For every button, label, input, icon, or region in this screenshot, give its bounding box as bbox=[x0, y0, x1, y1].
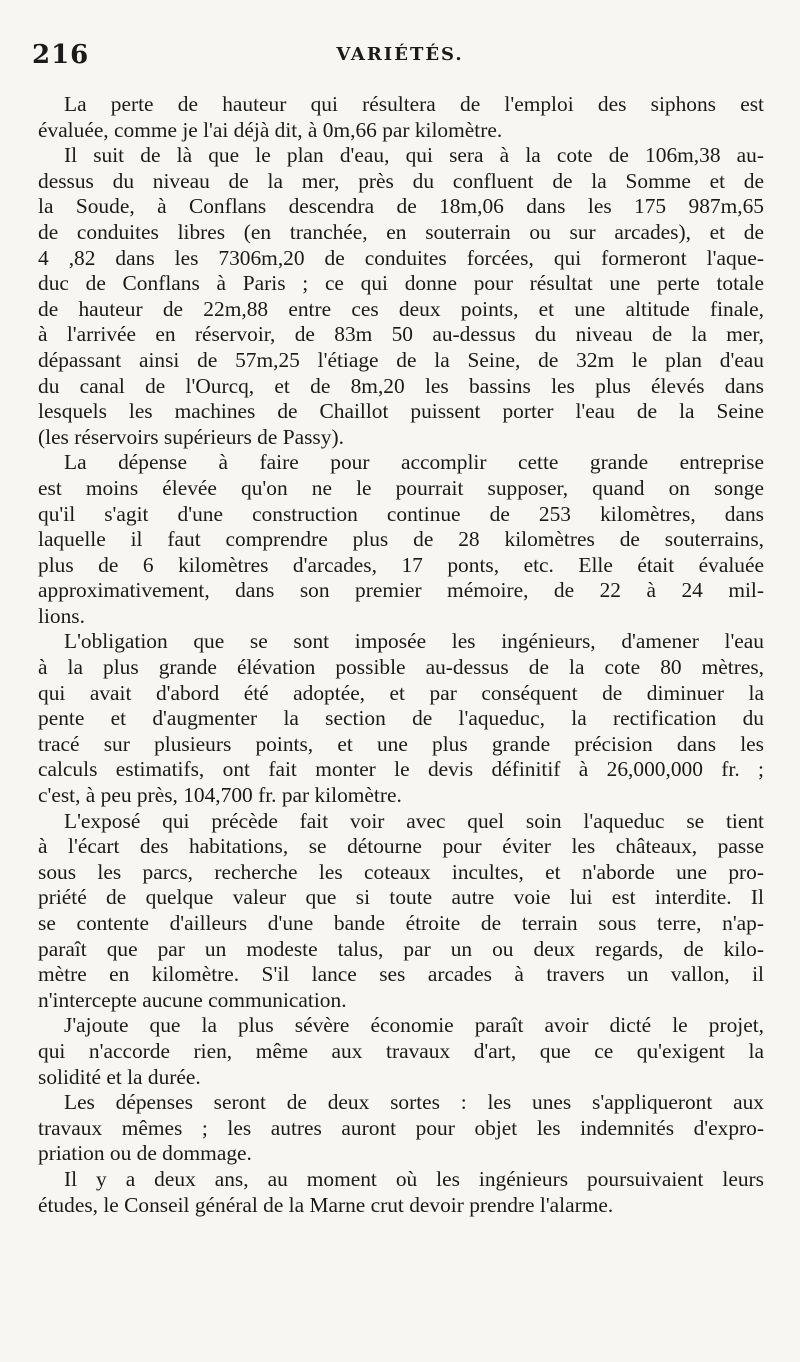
text-line: dépassant ainsi de 57m,25 l'étiage de la Seine, de 32m le plan d'eau bbox=[38, 347, 764, 372]
text-line: priété de quelque valeur que si toute autre voie lui est interdite. Il bbox=[38, 885, 764, 910]
text-line: sous les parcs, recherche les coteaux incultes, et n'aborde une pro- bbox=[38, 859, 764, 884]
text-line: à l'écart des habitations, se détourne pour éviter les châteaux, passe bbox=[38, 834, 764, 859]
text-line: tracé sur plusieurs points, et une plus grande précision dans les bbox=[38, 731, 764, 756]
text-line: L'obligation que se sont imposée les ingénieurs, d'amener l'eau bbox=[64, 629, 764, 654]
text-line: La perte de hauteur qui résultera de l'emploi des siphons est bbox=[64, 92, 764, 116]
text-line: approximativement, dans son premier mémoire, de 22 à 24 mil- bbox=[38, 578, 764, 603]
text-line: est moins élevée qu'on ne le pourrait supposer, quand on songe bbox=[38, 475, 764, 500]
text-line: (les réservoirs supérieurs de Passy). bbox=[38, 424, 344, 449]
text-line: plus de 6 kilomètres d'arcades, 17 ponts, etc. Elle était évaluée bbox=[38, 552, 764, 577]
text-line: qu'il s'agit d'une construction continue de 253 kilomètres, dans bbox=[38, 501, 764, 526]
text-line: Il suit de là que le plan d'eau, qui sera à la cote de 106m,38 au- bbox=[64, 143, 764, 168]
text-line: duc de Conflans à Paris ; ce qui donne pour résultat une perte totale bbox=[38, 271, 764, 296]
paragraph bbox=[38, 809, 764, 1014]
text-line: de conduites libres (en tranchée, en souterrain ou sur arcades), et de bbox=[38, 219, 764, 244]
text-line: n'intercepte aucune communication. bbox=[38, 987, 347, 1012]
text-line: priation ou de dommage. bbox=[38, 1141, 252, 1166]
text-line: se contente d'ailleurs d'une bande étroite de terrain sous terre, n'ap- bbox=[38, 911, 764, 935]
paragraph bbox=[38, 1013, 764, 1090]
text-line: dessus du niveau de la mer, près du confluent de la Somme et de bbox=[38, 168, 764, 193]
paragraph bbox=[38, 1090, 764, 1167]
text-line: de hauteur de 22m,88 entre ces deux points, et une altitude finale, bbox=[38, 296, 764, 321]
text-line: travaux mêmes ; les autres auront pour objet les indemnités d'expro- bbox=[38, 1115, 764, 1140]
text-line: Il y a deux ans, au moment où les ingénieurs poursuivaient leurs bbox=[64, 1166, 764, 1191]
text-line: La dépense à faire pour accomplir cette grande entreprise bbox=[64, 450, 764, 475]
paragraph bbox=[38, 143, 764, 450]
text-line: à la plus grande élévation possible au-dessus de la cote 80 mètres, bbox=[38, 655, 764, 680]
text-line: lions. bbox=[38, 603, 85, 628]
text-line: lesquels les machines de Chaillot puissent porter l'eau de la Seine bbox=[38, 399, 764, 424]
text-line: laquelle il faut comprendre plus de 28 kilomètres de souterrains, bbox=[38, 527, 764, 552]
text-line: du canal de l'Ourcq, et de 8m,20 les bassins les plus élevés dans bbox=[38, 373, 764, 398]
text-line: L'exposé qui précède fait voir avec quel soin l'aqueduc se tient bbox=[64, 808, 764, 833]
paragraph bbox=[38, 92, 764, 143]
paragraph bbox=[38, 450, 764, 629]
text-line: évaluée, comme je l'ai déjà dit, à 0m,66 par kilomètre. bbox=[38, 117, 503, 142]
text-line: paraît que par un modeste talus, par un ou deux regards, de kilo- bbox=[38, 936, 764, 961]
text-line: études, le Conseil général de la Marne crut devoir prendre l'alarme. bbox=[38, 1192, 614, 1217]
text-line: la Soude, à Conflans descendra de 18m,06 dans les 175 987m,65 bbox=[38, 194, 764, 219]
text-line: pente et d'augmenter la section de l'aqueduc, la rectification du bbox=[38, 706, 764, 731]
page-header bbox=[32, 40, 768, 80]
text-line: qui avait d'abord été adoptée, et par conséquent de diminuer la bbox=[38, 680, 764, 705]
body-text bbox=[38, 92, 764, 1218]
text-line: solidité et la durée. bbox=[38, 1064, 201, 1089]
text-line: mètre en kilomètre. S'il lance ses arcades à travers un vallon, il bbox=[38, 962, 764, 987]
text-line: Les dépenses seront de deux sortes : les unes s'appliqueront aux bbox=[64, 1090, 764, 1115]
page-number: 216 bbox=[32, 40, 90, 70]
paragraph bbox=[38, 1167, 764, 1218]
paragraph bbox=[38, 629, 764, 808]
text-line: c'est, à peu près, 104,700 fr. par kilomètre. bbox=[38, 783, 402, 808]
text-line: à l'arrivée en réservoir, de 83m 50 au-dessus du niveau de la mer, bbox=[38, 322, 764, 347]
text-line: qui n'accorde rien, même aux travaux d'art, que ce qu'exigent la bbox=[38, 1038, 764, 1063]
text-line: calculs estimatifs, ont fait monter le devis définitif à 26,000,000 fr. ; bbox=[38, 757, 764, 782]
text-line: 4 ,82 dans les 7306m,20 de conduites forcées, qui formeront l'aque- bbox=[38, 245, 764, 270]
text-line: J'ajoute que la plus sévère économie paraît avoir dicté le projet, bbox=[64, 1013, 764, 1038]
running-title: VARIÉTÉS. bbox=[336, 44, 464, 65]
